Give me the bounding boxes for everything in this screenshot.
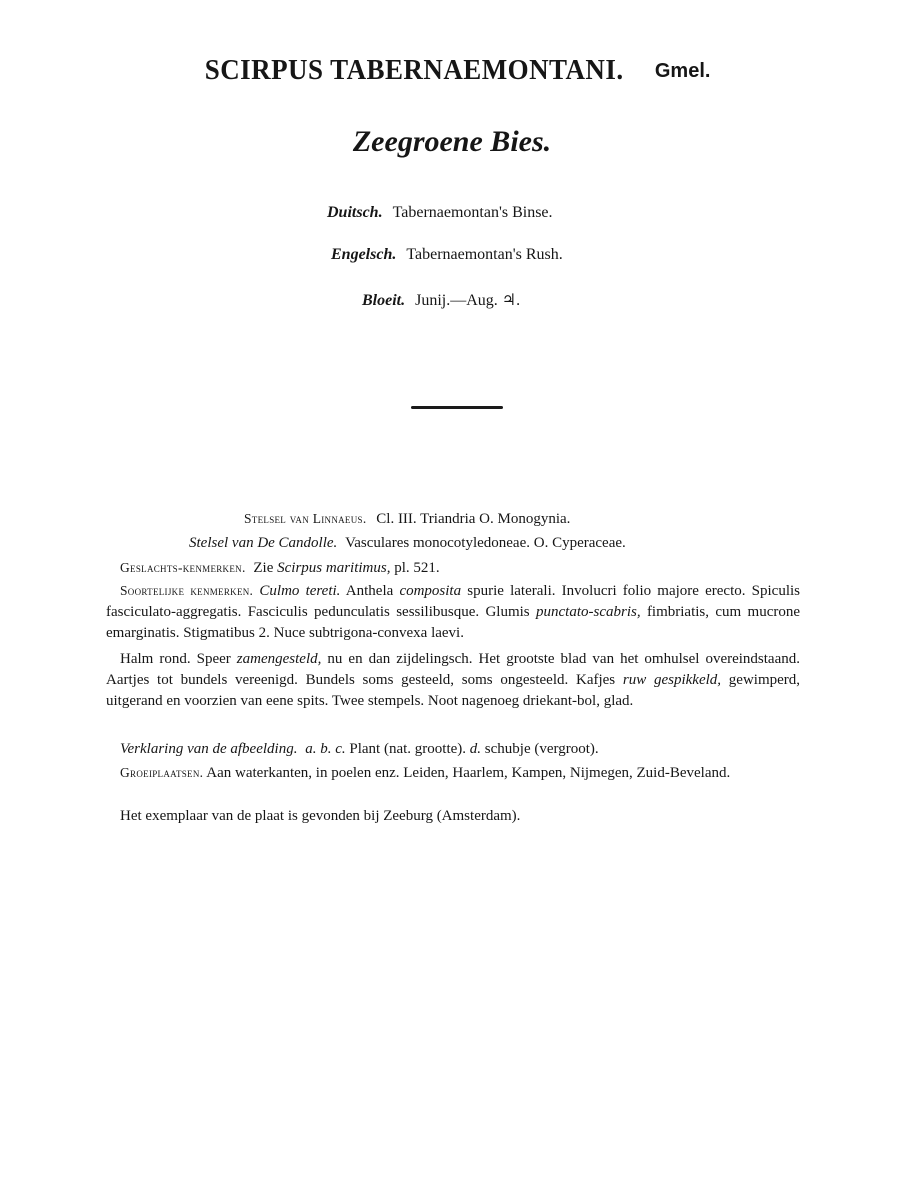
dutch-zamen: zamengesteld, xyxy=(236,651,322,667)
flowering-period: Junij.—Aug. ♃. xyxy=(415,292,521,309)
latin-text-1: Anthela xyxy=(345,583,394,599)
latin-composita: composita xyxy=(399,583,462,599)
species-name: SCIRPUS TABERNAEMONTANI. xyxy=(204,54,624,86)
dutch-common-name: Zeegroene Bies. xyxy=(352,125,552,158)
species-title xyxy=(0,54,899,87)
habitat-text: Aan waterkanten, in poelen enz. Leiden, Haarlem, Kampen, Nijmegen, Zuid-Beveland. xyxy=(206,765,731,781)
flowering-label: Bloeit. xyxy=(362,292,406,309)
explanation-d: d. xyxy=(469,741,482,757)
explanation-label: Verklaring van de afbeelding. xyxy=(120,741,298,757)
german-name: Tabernaemontan's Binse. xyxy=(392,204,553,221)
dutch-ruw: ruw gespikkeld, xyxy=(622,672,722,688)
explanation-abc: a. b. c. xyxy=(305,741,346,757)
dutch-text-1: Halm rond. Speer xyxy=(120,651,231,667)
linnaeus-classification: Cl. III. Triandria O. Monogynia. xyxy=(376,511,571,527)
latin-culmo: Culmo tereti. xyxy=(259,583,341,599)
german-name-line xyxy=(327,204,553,222)
specimen-note: Het exemplaar van de plaat is gevonden bij Zeeburg (Amsterdam). xyxy=(120,808,521,824)
species-author: Gmel. xyxy=(654,60,711,82)
linnaeus-system-line xyxy=(244,509,570,529)
genus-text-pre: Zie xyxy=(253,560,274,576)
habitat-label: Groeiplaatsen. xyxy=(120,765,204,780)
german-label: Duitsch. xyxy=(327,204,383,221)
habitat-paragraph xyxy=(106,762,800,784)
explanation-text-1: Plant (nat. grootte). xyxy=(349,741,467,757)
species-char-label: Soortelijke kenmerken. xyxy=(120,583,254,598)
explanation-text-2: schubje (vergroot). xyxy=(484,741,599,757)
genus-text-post: pl. 521. xyxy=(394,560,440,576)
species-characteristics-dutch xyxy=(106,649,800,712)
ornamental-divider xyxy=(411,403,503,413)
dutch-text-3: gewimperd, uitgerand en voorzien van eene spits. Twee stempels. Noot nagenoeg driekant-bol, glad. xyxy=(106,672,801,709)
english-label: Engelsch. xyxy=(331,246,397,263)
candolle-classification: Vasculares monocotyledoneae. O. Cyperaceae. xyxy=(345,535,626,551)
genus-reference: Scirpus maritimus, xyxy=(277,560,391,576)
candolle-system-line xyxy=(189,533,626,553)
latin-punctato: punctato-scabris, xyxy=(536,604,641,620)
candolle-label: Stelsel van De Candolle. xyxy=(189,535,338,551)
dutch-text-2: nu en dan zijdelingsch. Het grootste blad van het omhulsel overeindstaand. Aartjes tot bundels vereenigd. Bundels soms gesteeld, soms ongesteeld. Kafjes xyxy=(106,651,801,688)
linnaeus-label: Stelsel van Linnaeus. xyxy=(244,511,367,526)
genus-label: Geslachts-kenmerken. xyxy=(120,560,246,575)
figure-explanation-line xyxy=(120,739,599,759)
genus-characteristics-line xyxy=(120,558,440,578)
english-name: Tabernaemontan's Rush. xyxy=(406,246,563,263)
flowering-line xyxy=(362,290,520,310)
latin-text-3: fimbriatis, cum mucrone emarginatis. Stigmatibus 2. Nuce subtrigona-convexa laevi. xyxy=(106,604,801,641)
english-name-line xyxy=(331,246,563,264)
species-characteristics-latin xyxy=(106,580,800,644)
latin-text-2: spurie laterali. Involucri folio majore erecto. Spiculis fasciculato-aggregatis. Fasciculis pedunculatis sessilibusque. Glumis xyxy=(106,583,801,620)
